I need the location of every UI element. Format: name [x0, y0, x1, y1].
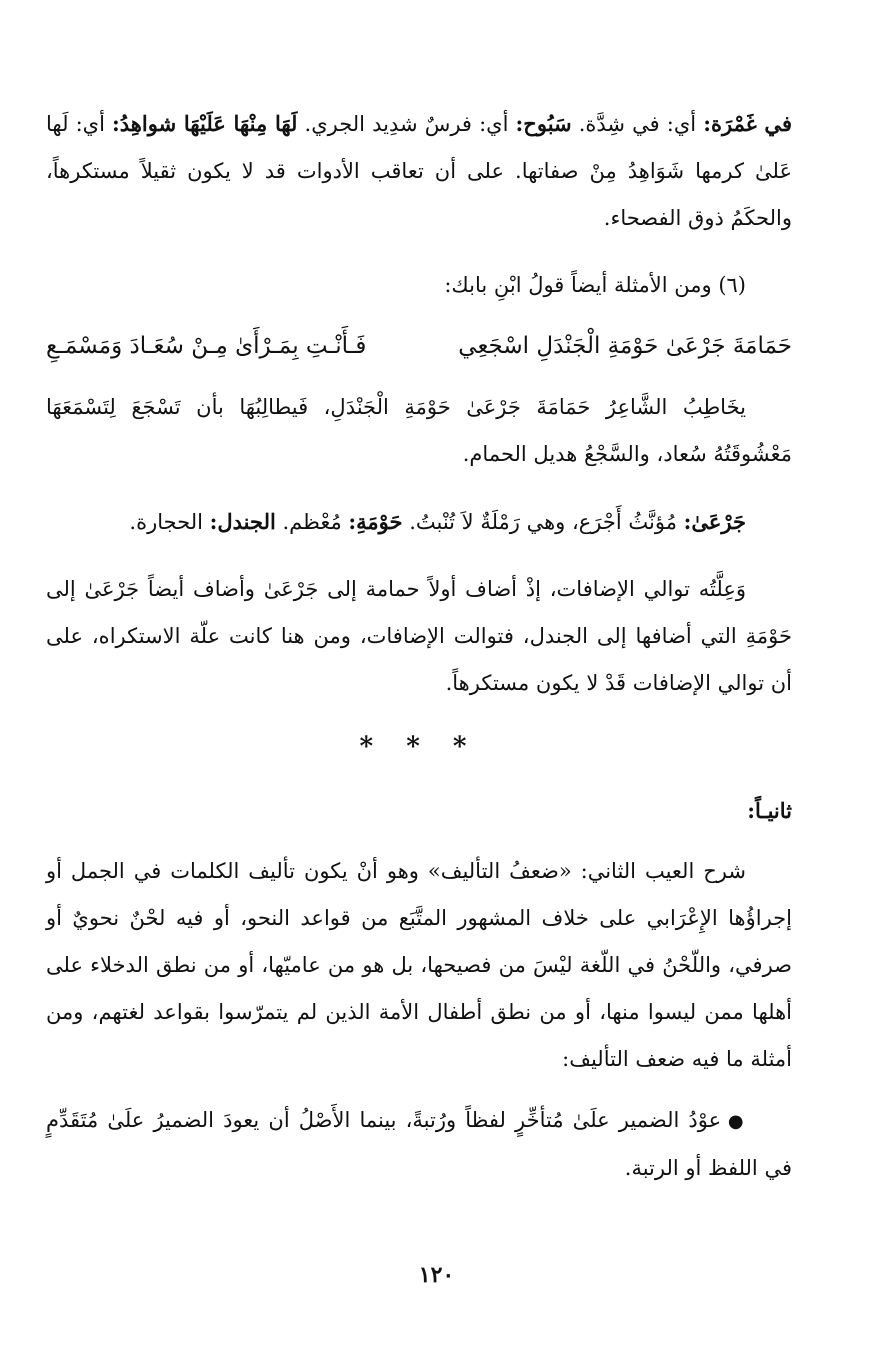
- bullet-icon: ●: [727, 1111, 746, 1132]
- example-intro: (٦) ومن الأمثلة أيضاً قولُ ابْنِ بابك:: [444, 273, 746, 297]
- poetry-verse: [46, 323, 792, 370]
- definition-text: أي: لَها عَلىٰ كرمها شَوَاهِدُ مِنْ صفاتها. على أن تعاقب الأدوات قد لا يكون ثقيلاً مستكرهاً، والحكَمُ ذوق الفصحاء.: [46, 112, 792, 230]
- page-number: ١٢٠: [418, 1262, 455, 1288]
- verse-second-hemistich: فَـأَنْـتِ بِمَـرْأَىٰ مِـنْ سُعَـادَ وَمَسْمَـعِ: [46, 333, 367, 359]
- bullet-item: [46, 1097, 792, 1192]
- term-jar-a: جَرْعَىٰ:: [683, 509, 746, 534]
- definition-text: أي: في شِدَّة.: [571, 112, 704, 136]
- verse-first-hemistich: حَمَامَةَ جَرْعَىٰ حَوْمَةِ الْجَنْدَلِ اسْجَعِي: [458, 333, 792, 359]
- bullet-text: عوْدُ الضمير علَىٰ مُتأخِّرٍ لفظاً ورُتبةً، بينما الأَصْلُ أن يعودَ الضميرُ علَىٰ مُتَقَدِّمٍ في اللفظ أو الرتبة.: [46, 1108, 792, 1180]
- gloss-text: مُؤنَّثُ أَجْرَع، وهي رَمْلَةٌ لاَ تُنْبتُ.: [402, 510, 684, 534]
- term-sabuh: سَبُوح:: [515, 111, 572, 136]
- paragraph-gloss: [46, 498, 792, 546]
- section-separator: * * *: [359, 732, 479, 762]
- gloss-text: مُعْظم.: [275, 510, 349, 534]
- paragraph-explanation: يخَاطِبُ الشَّاعِرُ حَمَامَةَ جَرْعَىٰ حَوْمَةِ الْجَنْدَلِ، فَيطالِبُهَا بأن تَسْجَعَ لِتَسْمَعَهَا مَعْشُوقَتُهُ سُعاد، والسَّجْعُ هديل الحمام.: [46, 395, 792, 466]
- term-jandal: الجندل:: [209, 509, 276, 534]
- paragraph-reason: وَعِلَّتُه توالي الإضافات، إذْ أضاف أولاً حمامة إلى جَرْعَىٰ وأضاف أيضاً جَرْعَىٰ إلى حَوْمَةِ التي أضافها إلى الجندل، فتوالت الإضافات، ومن هنا كانت علّة الاستكراه، على أن توالي الإضافات قَدْ لا يكون مستكرهاً.: [46, 577, 792, 695]
- term-laha-minha: لَهَا مِنْهَا عَلَيْهَا شواهِدُ:: [112, 111, 298, 136]
- term-hawma: حَوْمَةِ:: [348, 509, 403, 534]
- term-ghamra: في غَمْرَة:: [703, 111, 792, 136]
- paragraph-second-flaw: شرح العيب الثاني: «ضعفُ التأليف» وهو أنْ يكون تأليف الكلمات في الجمل أو إجراؤُها الإِعْرَابي على خلاف المشهور المتَّبَع من قواعد النحو، أو فيه لحْنٌ نحويٌ أو صرفي، واللّحْنُ في اللّغة ليْسَ من فصيحها، بل هو من عاميّها، أو من نطق الدخلاء على أهلها ممن ليسوا منها، أو من نطق أطفال الأمة الذين لم يتمرّسوا بقواعد لغتهم، ومن أمثلة ما فيه ضعف التأليف:: [46, 859, 792, 1071]
- section-heading: ثانيـاً:: [747, 798, 792, 823]
- gloss-text: الحجارة.: [129, 510, 210, 534]
- paragraph-definitions: [46, 100, 792, 242]
- definition-text: أي: فرسٌ شدِيد الجري.: [297, 112, 516, 136]
- page-body: [46, 100, 792, 1192]
